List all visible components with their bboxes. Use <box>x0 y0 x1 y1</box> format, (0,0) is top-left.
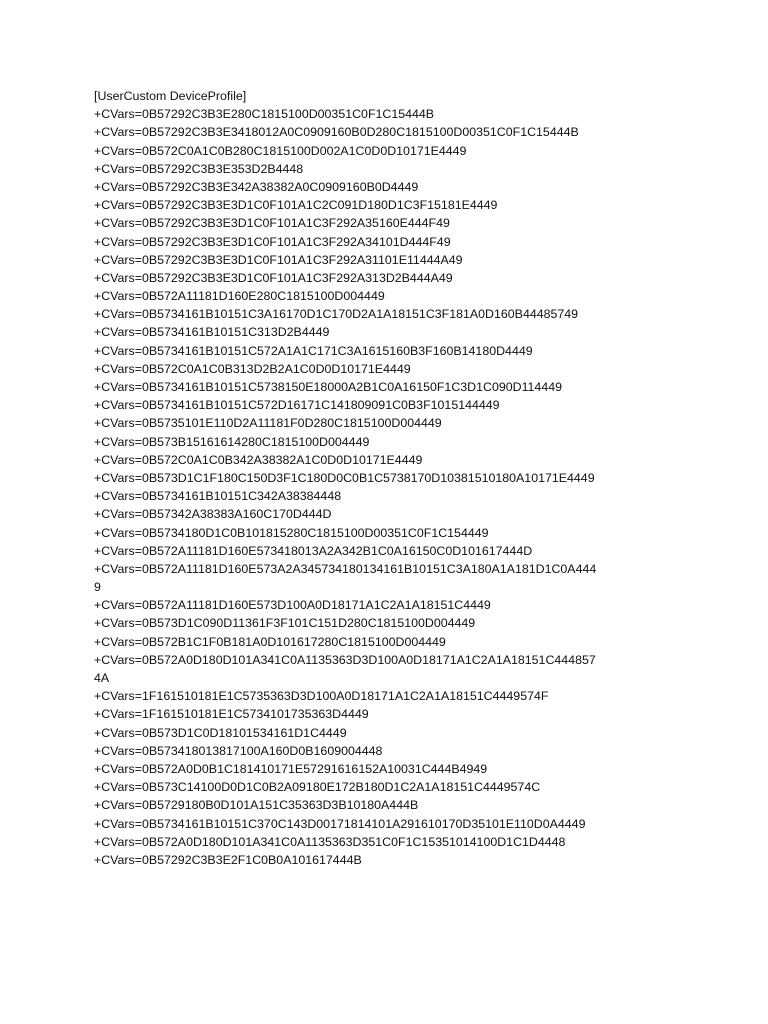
cvars-line: +CVars=0B57292C3B3E3D1C0F101A1C3F292A35160E444F49 <box>94 216 450 231</box>
cvars-line: +CVars=0B573418013817100A160D0B1609004448 <box>94 743 383 758</box>
cvars-line: 9 <box>94 580 101 595</box>
cvars-line: +CVars=0B572C0A1C0B280C1815100D002A1C0D0D10171E4449 <box>94 143 467 158</box>
cvars-line: +CVars=1F161510181E1C5735363D3D100A0D18171A1C2A1A18151C4449574F <box>94 689 549 704</box>
cvars-line: 4A <box>94 671 110 685</box>
cvars-line: +CVars=0B5734161B10151C3A16170D1C170D2A1A18151C3F181A0D160B44485749 <box>94 307 579 322</box>
cvars-line: +CVars=0B5734161B10151C572A1A1C171C3A1615160B3F160B14180D4449 <box>94 343 533 358</box>
cvars-line: +CVars=0B572B1C1F0B181A0D101617280C1815100D004449 <box>94 634 446 649</box>
cvars-list <box>94 105 679 869</box>
cvars-line: +CVars=0B5734180D1C0B101815280C1815100D00351C0F1C154449 <box>94 525 489 540</box>
cvars-line: +CVars=0B57292C3B3E2F1C0B0A101617444B <box>94 852 362 867</box>
cvars-line: +CVars=0B57292C3B3E3D1C0F101A1C2C091D180D1C3F15181E4449 <box>94 198 498 213</box>
cvars-line: +CVars=1F161510181E1C5734101735363D4449 <box>94 707 369 722</box>
cvars-line: +CVars=0B572A11181D160E573D100A0D18171A1C2A1A18151C4449 <box>94 598 491 613</box>
cvars-line: +CVars=0B572A11181D160E573418013A2A342B1C0A16150C0D101617444D <box>94 543 533 558</box>
cvars-line: +CVars=0B57292C3B3E3418012A0C0909160B0D280C1815100D00351C0F1C15444B <box>94 125 579 140</box>
cvars-line: +CVars=0B572A0D180D101A341C0A1135363D351C0F1C15351014100D1C1D4448 <box>94 834 566 849</box>
cvars-line: +CVars=0B57292C3B3E342A38382A0C0909160B0D4449 <box>94 179 419 194</box>
cvars-line: +CVars=0B573D1C0D18101534161D1C4449 <box>94 725 347 740</box>
config-text-block <box>94 87 679 869</box>
cvars-line: +CVars=0B57292C3B3E353D2B4448 <box>94 161 304 176</box>
cvars-line: +CVars=0B573D1C1F180C150D3F1C180D0C0B1C5738170D10381510180A10171E4449 <box>94 470 595 485</box>
cvars-line: +CVars=0B573B15161614280C1815100D004449 <box>94 434 370 449</box>
cvars-line: +CVars=0B5734161B10151C5738150E18000A2B1C0A16150F1C3D1C090D114449 <box>94 380 562 394</box>
cvars-line: +CVars=0B5729180B0D101A151C35363D3B10180A444B <box>94 798 419 813</box>
cvars-line: +CVars=0B57292C3B3E3D1C0F101A1C3F292A31101E11444A49 <box>94 252 463 267</box>
cvars-line: +CVars=0B5734161B10151C572D16171C141809091C0B3F1015144449 <box>94 398 500 413</box>
cvars-line: +CVars=0B5734161B10151C370C143D00171814101A291610170D35101E110D0A4449 <box>94 816 586 831</box>
cvars-line: +CVars=0B572A0D180D101A341C0A1135363D3D100A0D18171A1C2A1A18151C444857 <box>94 652 596 667</box>
cvars-line: +CVars=0B57342A38383A160C170D444D <box>94 507 332 522</box>
cvars-line: +CVars=0B5735101E110D2A11181F0D280C1815100D004449 <box>94 416 442 431</box>
cvars-line: +CVars=0B57292C3B3E280C1815100D00351C0F1C15444B <box>94 107 435 122</box>
cvars-line: +CVars=0B57292C3B3E3D1C0F101A1C3F292A34101D444F49 <box>94 234 451 249</box>
cvars-line: +CVars=0B572A0D0B1C181410171E57291616152A10031C444B4949 <box>94 761 488 776</box>
cvars-line: +CVars=0B57292C3B3E3D1C0F101A1C3F292A313D2B444A49 <box>94 270 453 285</box>
cvars-line: +CVars=0B572C0A1C0B313D2B2A1C0D0D10171E4449 <box>94 361 411 376</box>
cvars-line: +CVars=0B573C14100D0D1C0B2A09180E172B180D1C2A1A18151C4449574C <box>94 780 541 795</box>
cvars-line: +CVars=0B572A11181D160E280C1815100D004449 <box>94 289 385 304</box>
cvars-line: +CVars=0B5734161B10151C313D2B4449 <box>94 325 330 340</box>
cvars-line: +CVars=0B572A11181D160E573A2A345734180134161B10151C3A180A1A181D1C0A444 <box>94 561 597 576</box>
section-header: [UserCustom DeviceProfile] <box>94 89 247 103</box>
cvars-line: +CVars=0B573D1C090D11361F3F101C151D280C1815100D004449 <box>94 616 476 631</box>
cvars-line: +CVars=0B5734161B10151C342A38384448 <box>94 489 342 504</box>
cvars-line: +CVars=0B572C0A1C0B342A38382A1C0D0D10171E4449 <box>94 452 423 467</box>
